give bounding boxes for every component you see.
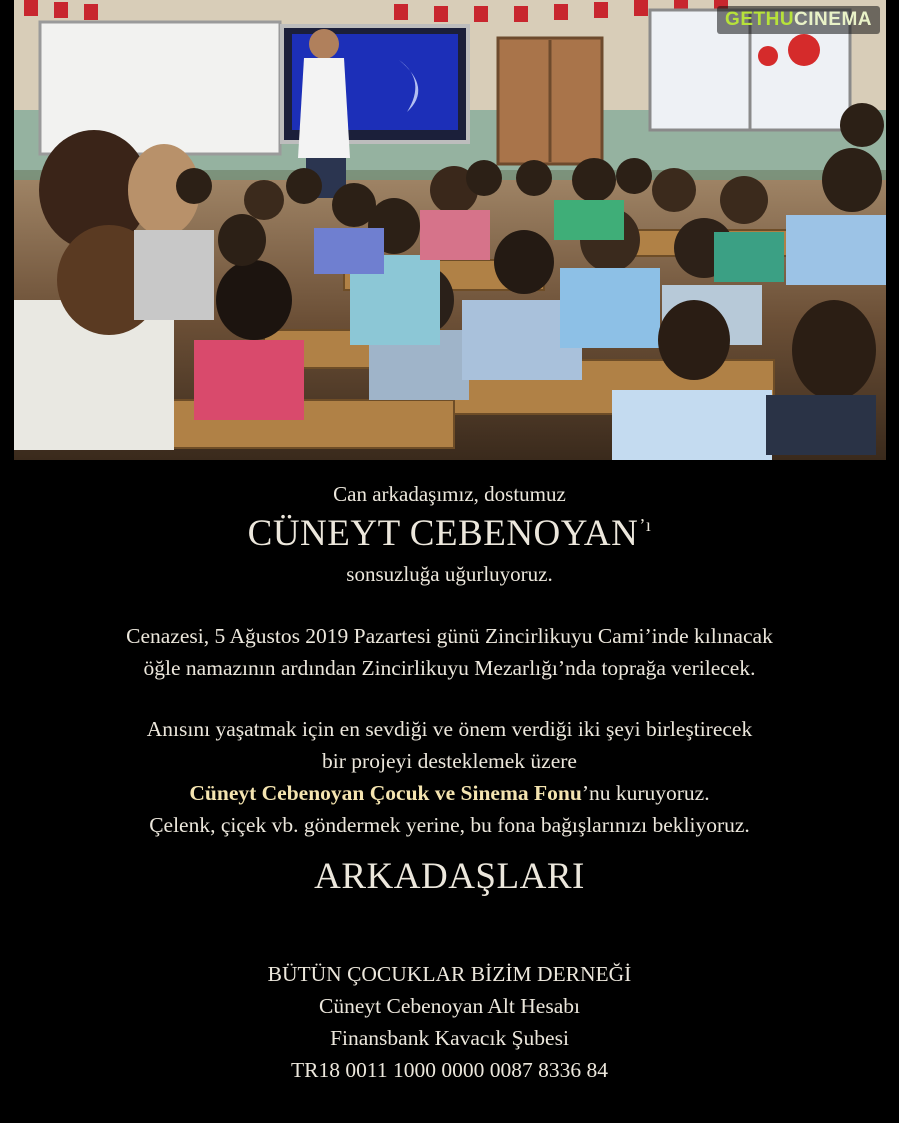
watermark-logo <box>717 6 880 34</box>
memory-paragraph <box>0 713 899 841</box>
sub-account: Cüneyt Cebenoyan Alt Hesabı <box>319 994 580 1018</box>
association-name: BÜTÜN ÇOCUKLAR BİZİM DERNEĞİ <box>267 962 632 986</box>
bank-branch: Finansbank Kavacık Şubesi <box>330 1026 569 1050</box>
memory-line-1: Anısını yaşatmak için en sevdiği ve önem verdiği iki şeyi birleştirecek <box>146 717 753 741</box>
memory-line-4: Çelenk, çiçek vb. göndermek yerine, bu fona bağışlarınızı bekliyoruz. <box>149 813 750 837</box>
fund-line <box>0 777 899 809</box>
deceased-name <box>0 512 899 555</box>
bank-details <box>0 958 899 1086</box>
funeral-line-2: öğle namazının ardından Zincirlikuyu Mezarlığı’nda toprağa verilecek. <box>143 656 756 680</box>
funeral-line-1: Cenazesi, 5 Ağustos 2019 Pazartesi günü Zincirlikuyu Cami’inde kılınacak <box>126 624 773 648</box>
signature: ARKADAŞLARI <box>314 856 585 897</box>
watermark-part1: GETHU <box>725 9 795 30</box>
classroom-illustration <box>14 0 886 460</box>
fund-name: Cüneyt Cebenoyan Çocuk ve Sinema Fonu <box>189 781 582 805</box>
classroom-photo <box>14 0 886 460</box>
watermark-part2: CINEMA <box>794 9 872 30</box>
fund-suffix: ’nu kuruyoruz. <box>581 781 710 805</box>
farewell-line: sonsuzluğa uğurluyoruz. <box>346 562 553 586</box>
memory-line-2: bir projeyi desteklemek üzere <box>322 749 577 773</box>
name-text: CÜNEYT CEBENOYAN <box>247 513 639 554</box>
iban: TR18 0011 1000 0000 0087 8336 84 <box>291 1058 608 1082</box>
intro-line: Can arkadaşımız, dostumuz <box>333 482 566 506</box>
funeral-paragraph <box>0 620 899 684</box>
name-suffix: ’ı <box>639 515 652 535</box>
